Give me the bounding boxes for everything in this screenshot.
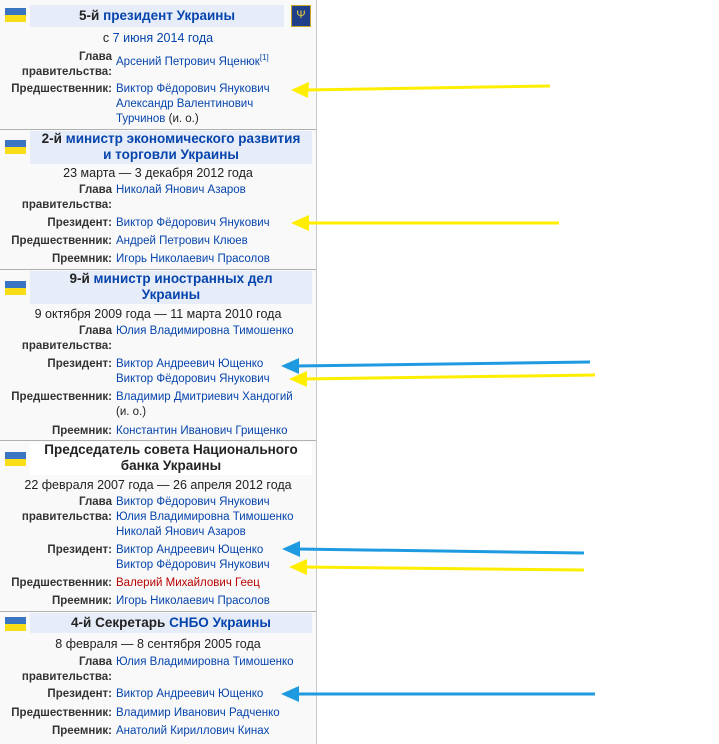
label-line: правительства: <box>21 340 112 352</box>
label-line: правительства: <box>21 66 112 78</box>
footnote-link[interactable]: [1] <box>259 53 269 62</box>
term-date: 8 февраля — 8 сентября 2005 года <box>55 637 261 651</box>
label-president: Президент: <box>47 217 112 229</box>
person-link[interactable]: Владимир Иванович Радченко <box>116 707 280 719</box>
person-link[interactable]: Константин Иванович Грищенко <box>116 425 288 437</box>
blue-arrow-2 <box>282 541 584 557</box>
person-link[interactable]: Виктор Андреевич Ющенко <box>116 688 264 700</box>
label-successor: Преемник: <box>51 425 112 437</box>
label-line: Глава <box>79 656 112 668</box>
yellow-arrow-3 <box>289 371 595 387</box>
header-ordinal: 5-й <box>79 8 104 23</box>
label-predecessor: Предшественник: <box>11 235 112 247</box>
position-link[interactable]: и торговли Украины <box>103 147 239 162</box>
yellow-arrow-1 <box>291 82 550 98</box>
header-line: банка Украины <box>120 458 222 473</box>
person-redlink[interactable]: Валерий Михайлович Геец <box>116 577 260 589</box>
label-line: Глава <box>79 496 112 508</box>
label-predecessor: Предшественник: <box>11 83 112 95</box>
label-line: правительства: <box>21 199 112 211</box>
person-link[interactable]: Турчинов <box>116 113 166 125</box>
person-link[interactable]: Виктор Андреевич Ющенко <box>116 544 264 556</box>
person-link[interactable]: Николай Янович Азаров <box>116 184 246 196</box>
person-link[interactable]: Андрей Петрович Клюев <box>116 235 248 247</box>
term-date: 23 марта — 3 декабря 2012 года <box>63 166 253 180</box>
header-ordinal: 2-й <box>41 131 66 146</box>
header-ordinal: 4-й Секретарь <box>71 615 170 630</box>
label-line: Глава <box>79 184 112 196</box>
header-ordinal: 9-й <box>69 271 94 286</box>
person-link[interactable]: Виктор Андреевич Ющенко <box>116 358 264 370</box>
label-line: Глава <box>79 325 112 337</box>
blue-arrow-1 <box>281 358 590 374</box>
person-link[interactable]: Виктор Фёдорович Янукович <box>116 559 270 571</box>
person-link[interactable]: Виктор Фёдорович Янукович <box>116 83 270 95</box>
trident-emblem-icon[interactable]: Ψ <box>291 5 311 27</box>
yellow-arrow-4 <box>289 559 584 575</box>
position-link[interactable]: СНБО Украины <box>169 615 271 630</box>
person-link[interactable]: Виктор Фёдорович Янукович <box>116 217 270 229</box>
label-predecessor: Предшественник: <box>11 707 112 719</box>
position-link[interactable]: Украины <box>141 287 201 302</box>
label-president: Президент: <box>47 688 112 700</box>
label-successor: Преемник: <box>51 595 112 607</box>
label-president: Президент: <box>47 544 112 556</box>
label-president: Президент: <box>47 358 112 370</box>
label-line: Глава <box>79 51 112 63</box>
person-link[interactable]: Николай Янович Азаров <box>116 526 246 538</box>
person-link[interactable]: Владимир Дмитриевич Хандогий <box>116 391 293 403</box>
person-link[interactable]: Анатолий Кириллович Кинах <box>116 725 270 737</box>
person-link[interactable]: Игорь Николаевич Прасолов <box>116 595 270 607</box>
person-link[interactable]: Арсений Петрович Яценюк <box>116 55 260 68</box>
label-line: правительства: <box>21 671 112 683</box>
president-link[interactable]: президент Украины <box>103 8 235 23</box>
date-prefix: с <box>102 31 113 45</box>
term-date: 9 октября 2009 года — 11 марта 2010 года <box>34 307 282 321</box>
person-link[interactable]: Юлия Владимировна Тимошенко <box>116 511 294 523</box>
person-link[interactable]: Юлия Владимировна Тимошенко <box>116 656 294 668</box>
term-date: 22 февраля 2007 года — 26 апреля 2012 года <box>24 478 292 492</box>
label-predecessor: Предшественник: <box>11 577 112 589</box>
person-link[interactable]: Игорь Николаевич Прасолов <box>116 253 270 265</box>
label-successor: Преемник: <box>51 725 112 737</box>
person-link[interactable]: Юлия Владимировна Тимошенко <box>116 325 294 337</box>
label-successor: Преемник: <box>51 253 112 265</box>
date-link[interactable]: 7 июня 2014 года <box>112 31 214 45</box>
acting-suffix: (и. о.) <box>116 406 147 418</box>
yellow-arrow-2 <box>291 215 559 231</box>
person-link[interactable]: Виктор Фёдорович Янукович <box>116 373 270 385</box>
person-link[interactable]: Виктор Фёдорович Янукович <box>116 496 270 508</box>
acting-suffix: (и. о.) <box>165 113 199 125</box>
person-link[interactable]: Александр Валентинович <box>116 98 254 110</box>
blue-arrow-3 <box>281 686 595 702</box>
position-link[interactable]: министр иностранных дел <box>93 271 273 286</box>
label-line: правительства: <box>21 511 112 523</box>
label-predecessor: Предшественник: <box>11 391 112 403</box>
header-line: Председатель совета Национального <box>44 442 298 457</box>
position-link[interactable]: министр экономического развития <box>65 131 301 146</box>
